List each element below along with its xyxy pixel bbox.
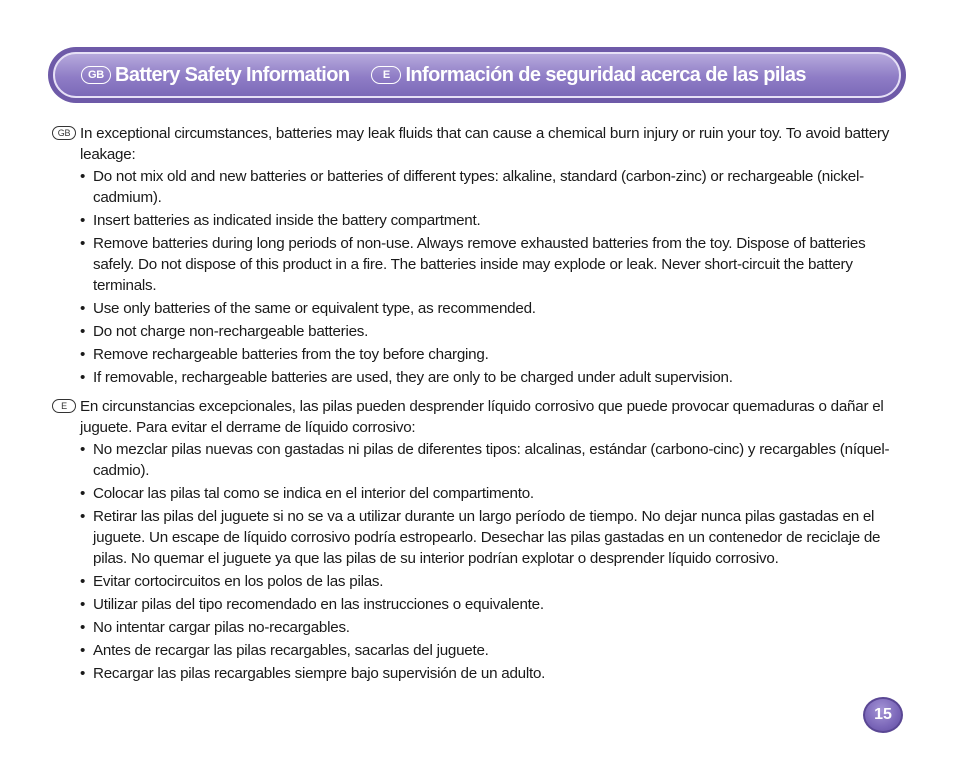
list-item-text: Recargar las pilas recargables siempre bajo supervisión de un adulto. (93, 665, 546, 682)
list-item-text: Utilizar pilas del tipo recomendado en las instrucciones o equivalente. (93, 596, 544, 613)
header-spanish (371, 64, 805, 87)
bullet-mark: • (80, 619, 86, 636)
list-item (80, 367, 908, 388)
list-item-text: Remove batteries during long periods of non-use. Always remove exhausted batteries from the toy. Dispose of batteries safely. Do not dispose of this product in a fire. The batteries inside may explode or leak. Never short-circuit the battery terminals. (93, 235, 866, 294)
bullet-mark: • (80, 235, 86, 252)
list-item (80, 617, 908, 638)
list-item (80, 233, 908, 296)
section-header-inner (53, 52, 901, 98)
list-item (80, 210, 908, 231)
section-english (52, 123, 908, 388)
list-item (80, 506, 908, 569)
section-header-banner (48, 47, 906, 103)
language-badge-e: E (52, 399, 76, 413)
list-item-text: Use only batteries of the same or equivalent type, as recommended. (93, 300, 536, 317)
section-spanish (52, 396, 908, 684)
list-item (80, 321, 908, 342)
bullet-mark: • (80, 369, 86, 386)
bullet-mark: • (80, 168, 86, 185)
bullet-mark: • (80, 596, 86, 613)
list-item-text: Antes de recargar las pilas recargables, sacarlas del juguete. (93, 642, 489, 659)
bullet-mark: • (80, 508, 86, 525)
list-item-text: Do not charge non-rechargeable batteries. (93, 323, 369, 340)
header-title-spanish: Información de seguridad acerca de las pilas (405, 63, 806, 86)
list-item (80, 483, 908, 504)
page-content (52, 123, 908, 686)
bullet-mark: • (80, 665, 86, 682)
list-item (80, 439, 908, 481)
language-badge-gb: GB (52, 126, 76, 140)
list-item (80, 166, 908, 208)
list-item-text: Colocar las pilas tal como se indica en el interior del compartimento. (93, 485, 534, 502)
section-intro: En circunstancias excepcionales, las pilas pueden desprender líquido corrosivo que puede provocar quemaduras o dañar el juguete. Para evitar el derrame de líquido corrosivo: (80, 398, 884, 436)
list-item-text: No mezclar pilas nuevas con gastadas ni pilas de diferentes tipos: alcalinas, estándar (carbono-cinc) y recargables (níquel-cadmio). (93, 441, 890, 479)
header-english (81, 64, 349, 87)
list-item (80, 571, 908, 592)
bullet-mark: • (80, 485, 86, 502)
bullet-mark: • (80, 212, 86, 229)
language-badge-e: E (371, 66, 401, 84)
bullet-mark: • (80, 642, 86, 659)
list-item-text: Evitar cortocircuitos en los polos de las pilas. (93, 573, 384, 590)
list-item-text: Insert batteries as indicated inside the battery compartment. (93, 212, 481, 229)
list-item-text: No intentar cargar pilas no-recargables. (93, 619, 350, 636)
bullet-list (80, 439, 908, 684)
list-item (80, 640, 908, 661)
list-item (80, 344, 908, 365)
list-item (80, 663, 908, 684)
page-number-badge: 15 (863, 697, 903, 733)
header-title-english: Battery Safety Information (115, 63, 350, 86)
bullet-mark: • (80, 300, 86, 317)
language-badge-gb: GB (81, 66, 111, 84)
list-item-text: If removable, rechargeable batteries are used, they are only to be charged under adult supervision. (93, 369, 733, 386)
list-item-text: Remove rechargeable batteries from the toy before charging. (93, 346, 489, 363)
section-intro: In exceptional circumstances, batteries may leak fluids that can cause a chemical burn injury or ruin your toy. To avoid battery leakage: (80, 125, 890, 163)
bullet-mark: • (80, 346, 86, 363)
list-item-text: Do not mix old and new batteries or batteries of different types: alkaline, standard (carbon-zinc) or rechargeable (nickel-cadmium). (93, 168, 864, 206)
bullet-mark: • (80, 323, 86, 340)
list-item (80, 594, 908, 615)
list-item-text: Retirar las pilas del juguete si no se va a utilizar durante un largo período de tiempo. No dejar nunca pilas gastadas en el juguete. Un escape de líquido corrosivo podría estropearlo. Desechar las pilas gastadas en un contenedor de reciclaje de pilas. No quemar el juguete ya que las pilas de su interior podrían explotar o desprender líquido corrosivo. (93, 508, 881, 567)
list-item (80, 298, 908, 319)
bullet-mark: • (80, 573, 86, 590)
bullet-mark: • (80, 441, 86, 458)
bullet-list (80, 166, 908, 388)
